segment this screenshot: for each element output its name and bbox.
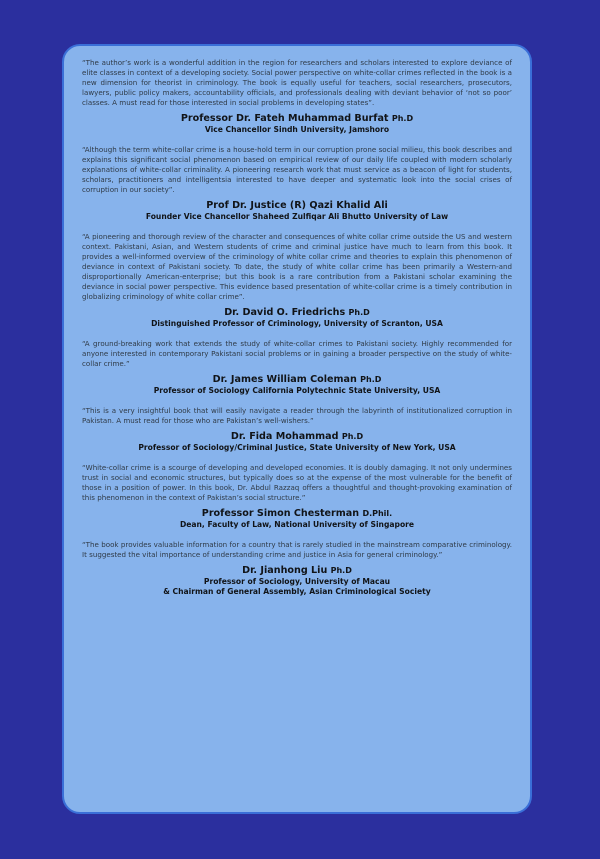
blurb-author-name: Professor Dr. Fateh Muhammad Burfat Ph.D [180,113,414,124]
blurb-author-title: Professor of Sociology/Criminal Justice, State University of New York, USA [138,443,456,452]
blurb-author-name: Dr. Jianhong Liu Ph.D [242,565,352,576]
blurb-quote: “A pioneering and thorough review of the character and consequences of white collar crime outside the US and western context. Pakistani, Asian, and Western students of crime and criminal justice have much to learn from this book. It provides a well-informed overview of the criminology of white collar crime and theories to explain this phenomenon of deviance in context of Pakistani society. To date, the study of white collar crime has been primarily a Western-and disproportionally American-enterprise; but this book is a rare contribution from a Pakistani scholar examining the deviance in social power perspective. This evidence based presentation of white-collar crime is a timely contribution in globalizing criminology of white collar crime”. [82,232,512,301]
blurb-author-title: Distinguished Professor of Criminology, University of Scranton, USA [151,319,443,328]
blurb-author-name: Professor Simon Chesterman D.Phil. [201,508,393,519]
blurb-author-title-line2: & Chairman of General Assembly, Asian Criminological Society [163,587,431,596]
endorsements-panel [62,44,532,814]
blurb-author-name: Dr. David O. Friedrichs Ph.D [224,307,370,318]
blurb-quote: “A ground-breaking work that extends the study of white-collar crimes to Pakistani society. Highly recommended for anyone interested in contemporary Pakistani social problems or in gaining a broader perspective on the study of white-collar crime.” [82,339,512,368]
blurb-author-title: Vice Chancellor Sindh University, Jamshoro [204,125,390,134]
blurb-quote: “This is a very insightful book that will easily navigate a reader through the labyrinth of institutionalized corruption in Pakistan. A must read for those who are Pakistan’s well-wishers.” [82,406,512,425]
blurb-quote: “The book provides valuable information for a country that is rarely studied in the mainstream comparative criminology. It suggested the vital importance of understanding crime and justice in Asia for general criminology.” [82,540,512,559]
blurb-author-name: Prof Dr. Justice (R) Qazi Khalid Ali [206,200,388,211]
blurb-quote: “Although the term white-collar crime is a house-hold term in our corruption prone social milieu, this book describes and explains this significant social phenomenon based on empirical review of our daily life coupled with modern scholarly explanations of white-collar criminality. A pioneering research work that must service as a beacon of light for students, scholars, practitioners and intelligentsia interested to have deeper and systematic look into the social crises of corruption in our society”. [82,145,512,194]
blurb-author-title: Dean, Faculty of Law, National University of Singapore [179,520,415,529]
blurb-author-name: Dr. James William Coleman Ph.D [212,374,382,385]
blurb-author-title: Professor of Sociology, University of Macau [203,577,391,586]
blurb-author-title: Founder Vice Chancellor Shaheed Zulfiqar Ali Bhutto University of Law [145,212,449,221]
blurb-quote: “The author’s work is a wonderful addition in the region for researchers and scholars interested to explore deviance of elite classes in context of a developing society. Social power perspective on white-collar crimes reflected in the book is a new dimension for theorist in criminology. The book is equally useful for teachers, social researchers, prosecutors, lawyers, public policy makers, accountability officials, and professionals dealing with deviant behavior of ‘not so poor’ classes. A must read for those interested in social problems in developing states”. [82,58,512,107]
blurb-author-name: Dr. Fida Mohammad Ph.D [230,431,364,442]
blurb-quote: “White-collar crime is a scourge of developing and developed economies. It is doubly damaging. It not only undermines trust in social and economic structures, but typically does so at the expense of the most vulnerable for the benefit of those in a position of power. In this book, Dr. Abdul Razzaq offers a thoughtful and thought-provoking examination of this phenomenon in the context of Pakistan’s social structure.” [82,463,512,502]
blurb-author-title: Professor of Sociology California Polytechnic State University, USA [153,386,441,395]
